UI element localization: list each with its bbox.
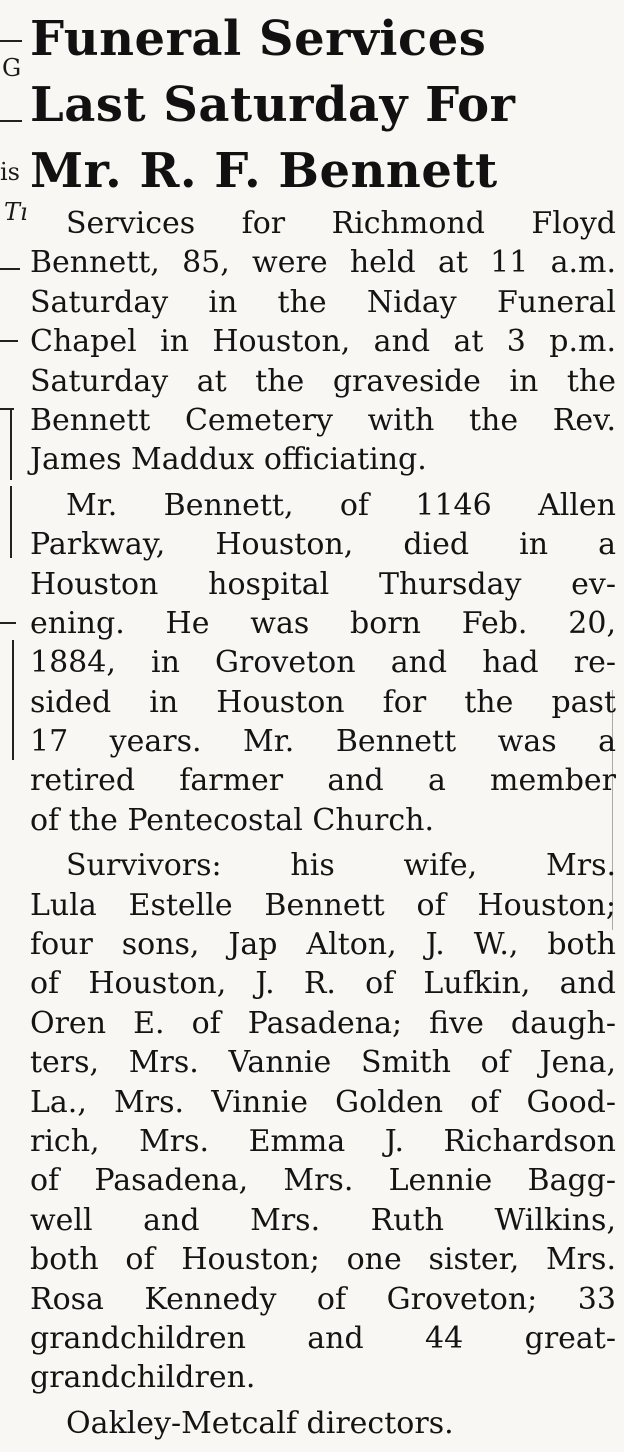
text-line: 17 years. Mr. Bennett was a (30, 724, 616, 760)
text-line: Services for Richmond Floyd (66, 206, 616, 241)
text-line: ters, Mrs. Vannie Smith of Jena, (30, 1045, 616, 1081)
text-line: ening. He was born Feb. 20, (30, 605, 616, 641)
article-body (30, 204, 616, 1449)
headline-line-3: Mr. R. F. Bennett (30, 143, 498, 199)
headline-line-1: Funeral Services (30, 11, 487, 67)
text-line: of Houston, J. R. of Lufkin, and (30, 966, 616, 1002)
text-line: grandchildren and 44 great- (30, 1320, 616, 1356)
text-line: four sons, Jap Alton, J. W., both (30, 927, 616, 963)
text-line: Lula Estelle Bennett of Houston; (30, 887, 616, 923)
paragraph (30, 1404, 616, 1443)
text-line: both of Houston; one sister, Mrs. (30, 1242, 616, 1278)
text-line: Mr. Bennett, of 1146 Allen (66, 487, 616, 523)
paragraph (30, 204, 616, 480)
headline (30, 6, 610, 204)
text-line: Saturday in the Niday Funeral (30, 284, 616, 320)
column-rule-fragment (10, 486, 12, 558)
column-rule-fragment (0, 40, 22, 42)
headline-line-2: Last Saturday For (30, 77, 516, 133)
text-line: well and Mrs. Ruth Wilkins, (30, 1202, 616, 1238)
paragraph (30, 486, 616, 841)
column-rule-fragment (0, 622, 16, 624)
text-line: James Maddux officiating. (30, 442, 427, 478)
text-line: Rosa Kennedy of Groveton; 33 (30, 1281, 616, 1317)
column-rule-fragment (12, 640, 14, 760)
text-line: Parkway, Houston, died in a (30, 527, 616, 563)
text-line: 1884, in Groveton and had re- (30, 645, 616, 681)
column-rule-fragment (0, 120, 22, 122)
text-line: Chapel in Houston, and at 3 p.m. (30, 324, 616, 360)
margin-fragment: G (2, 54, 22, 82)
text-line: retired farmer and a member (30, 763, 616, 799)
text-line: Bennett Cemetery with the Rev. (30, 402, 616, 438)
column-rule-fragment (10, 410, 12, 480)
text-line: Survivors: his wife, Mrs. (66, 848, 616, 884)
text-line: Saturday at the graveside in the (30, 363, 616, 399)
text-line: La., Mrs. Vinnie Golden of Good- (30, 1084, 616, 1120)
text-line: Houston hospital Thursday ev- (30, 566, 616, 602)
text-line: rich, Mrs. Emma J. Richardson (30, 1123, 616, 1159)
margin-fragment: Tı (4, 198, 28, 226)
margin-fragment: is (0, 158, 20, 186)
paragraph (30, 846, 616, 1397)
text-line: grandchildren. (30, 1360, 256, 1396)
text-line: sided in Houston for the past (30, 684, 616, 720)
text-line: of Pasadena, Mrs. Lennie Bagg- (30, 1163, 616, 1199)
column-rule-fragment (0, 268, 20, 270)
column-rule-fragment (0, 340, 18, 342)
text-line: Bennett, 85, were held at 11 a.m. (30, 245, 616, 281)
text-line: Oren E. of Pasadena; five daugh- (30, 1005, 616, 1041)
text-line: of the Pentecostal Church. (30, 802, 435, 838)
text-line: Oakley-Metcalf directors. (66, 1405, 454, 1441)
